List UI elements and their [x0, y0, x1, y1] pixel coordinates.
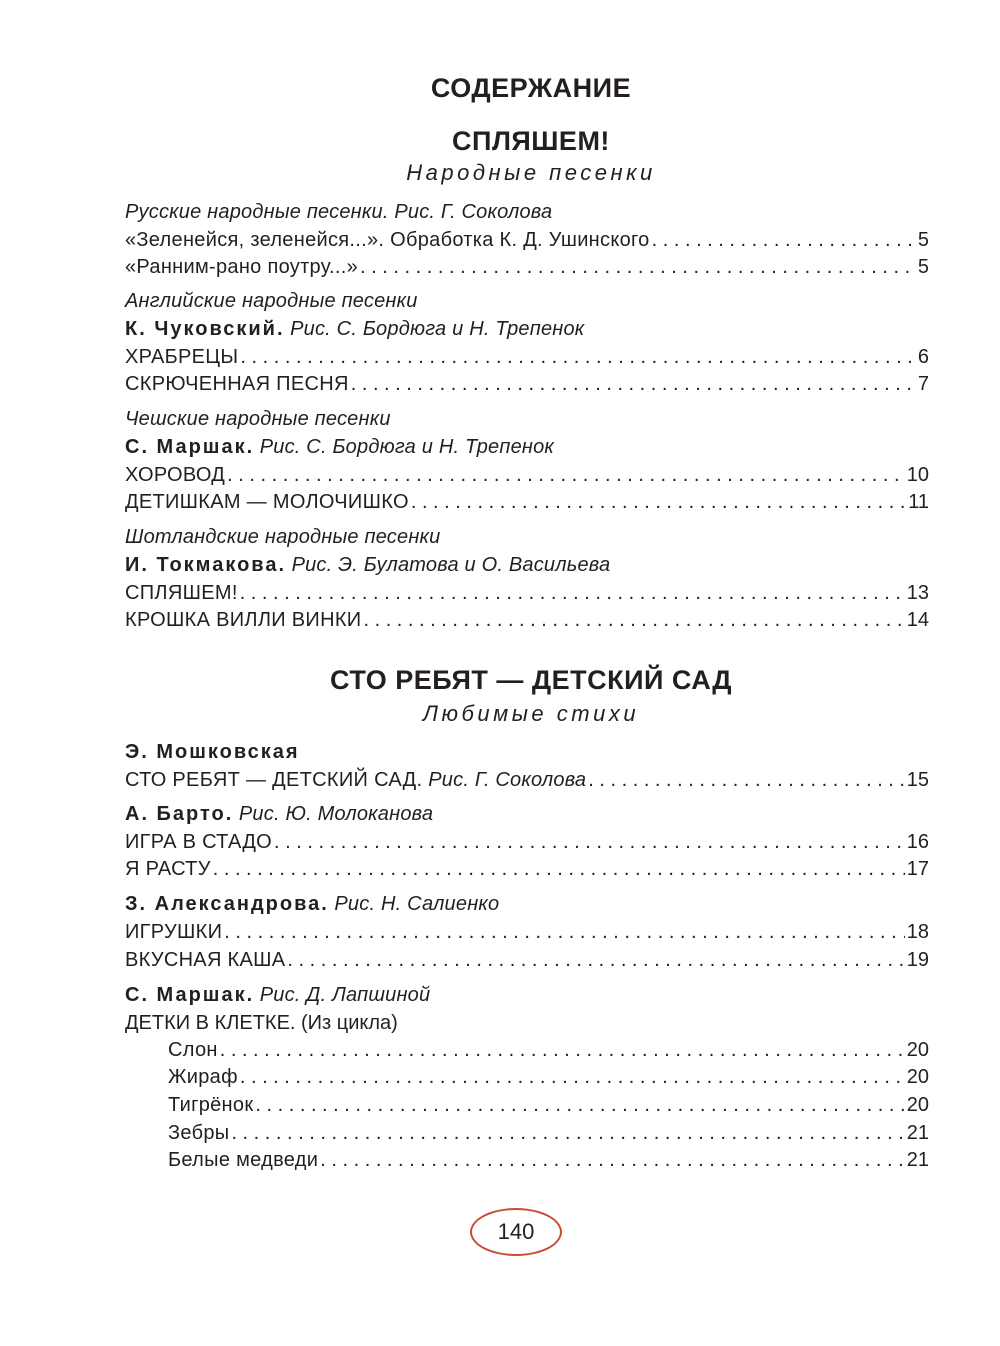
author-line — [125, 741, 300, 764]
toc-entry[interactable] — [168, 1039, 929, 1062]
toc-entry[interactable] — [125, 256, 929, 279]
entry-title: КРОШКА ВИЛЛИ ВИНКИ — [125, 609, 362, 631]
cycle-title: ДЕТКИ В КЛЕТКЕ. (Из цикла) — [125, 1012, 398, 1034]
entry-page: 7 — [917, 373, 929, 395]
entry-page: 19 — [906, 949, 929, 971]
toc-entry[interactable] — [125, 346, 929, 369]
toc-entry[interactable] — [125, 921, 929, 944]
entry-title: ВКУСНАЯ КАША — [125, 949, 286, 971]
entry-title: ХОРОВОД — [125, 464, 226, 486]
entry-title: СПЛЯШЕМ! — [125, 582, 238, 604]
author-name: З. Александрова. — [125, 893, 329, 915]
section-subtitle: Любимые стихи — [422, 701, 640, 726]
toc-entry[interactable] — [125, 229, 929, 252]
dot-leader — [411, 491, 906, 514]
entry-page: 17 — [906, 858, 929, 880]
dot-leader — [227, 464, 905, 487]
toc-entry[interactable] — [168, 1149, 929, 1172]
entry-title: Жираф — [168, 1066, 238, 1088]
toc-entry[interactable] — [125, 582, 929, 605]
author-line — [125, 984, 430, 1007]
entry-page: 20 — [906, 1066, 929, 1088]
entry-page: 13 — [906, 582, 929, 604]
author-line — [125, 436, 554, 459]
dot-leader — [320, 1149, 905, 1172]
dot-leader — [231, 1122, 904, 1145]
author-name: И. Токмакова. — [125, 554, 286, 576]
illustrator: Рис. С. Бордюга и Н. Трепенок — [259, 436, 555, 458]
author-name: С. Маршак. — [125, 436, 255, 458]
entry-title: «Зеленейся, зеленейся...». Обработка К. Д. Ушинского — [125, 229, 650, 251]
entry-title: СКРЮЧЕННАЯ ПЕСНЯ — [125, 373, 349, 395]
entry-page: 14 — [906, 609, 929, 631]
toc-entry[interactable] — [168, 1094, 929, 1117]
illustrator: Рис. Г. Соколова — [428, 769, 587, 791]
entry-title: «Ранним-рано поутру...» — [125, 256, 359, 278]
entry-title: ДЕТИШКАМ — МОЛОЧИШКО — [125, 491, 409, 513]
toc-entry[interactable] — [168, 1066, 929, 1089]
entry-page: 21 — [906, 1122, 929, 1144]
entry-page: 15 — [906, 769, 929, 791]
entry-title: Слон — [168, 1039, 218, 1061]
section-title: СПЛЯШЕМ! — [452, 126, 610, 156]
toc-entry[interactable] — [125, 858, 929, 881]
entry-page: 21 — [906, 1149, 929, 1171]
toc-entry[interactable] — [125, 373, 929, 396]
author-line — [125, 318, 584, 341]
page-title: СОДЕРЖАНИЕ — [430, 73, 632, 103]
entry-title: Зебры — [168, 1122, 230, 1144]
entry-page: 6 — [917, 346, 929, 368]
entry-page: 5 — [917, 256, 929, 278]
dot-leader — [274, 831, 905, 854]
entry-title-text: СТО РЕБЯТ — ДЕТСКИЙ САД. — [125, 769, 423, 791]
entry-page: 18 — [906, 921, 929, 943]
toc-entry[interactable] — [125, 769, 929, 792]
page-number: 140 — [470, 1208, 562, 1256]
group-heading: Шотландские народные песенки — [125, 526, 441, 548]
section-subtitle: Народные песенки — [406, 160, 656, 185]
dot-leader — [213, 858, 905, 881]
entry-page: 10 — [906, 464, 929, 486]
illustrator: Рис. Э. Булатова и О. Васильева — [291, 554, 611, 576]
illustrator: Рис. С. Бордюга и Н. Трепенок — [290, 318, 585, 340]
group-heading: Чешские народные песенки — [125, 408, 391, 430]
entry-page: 20 — [906, 1039, 929, 1061]
dot-leader — [652, 229, 916, 252]
entry-title: ИГРА В СТАДО — [125, 831, 273, 853]
dot-leader — [360, 256, 916, 279]
author-line — [125, 554, 610, 577]
entry-page: 5 — [917, 229, 929, 251]
entry-title — [125, 769, 586, 792]
toc-entry[interactable] — [168, 1122, 929, 1145]
author-name: Э. Мошковская — [125, 741, 300, 763]
dot-leader — [363, 609, 904, 632]
dot-leader — [287, 949, 904, 972]
illustrator: Рис. Н. Салиенко — [334, 893, 500, 915]
entry-page: 11 — [908, 491, 929, 513]
author-name: К. Чуковский. — [125, 318, 285, 340]
entry-title: Тигрёнок — [168, 1094, 254, 1116]
toc-entry[interactable] — [125, 609, 929, 632]
group-heading: Русские народные песенки. Рис. Г. Соколова — [125, 201, 553, 223]
dot-leader — [351, 373, 916, 396]
illustrator: Рис. Д. Лапшиной — [259, 984, 431, 1006]
dot-leader — [255, 1094, 904, 1117]
section-title: СТО РЕБЯТ — ДЕТСКИЙ САД — [330, 665, 732, 695]
dot-leader — [588, 769, 905, 792]
dot-leader — [240, 346, 915, 369]
author-name: А. Барто. — [125, 803, 234, 825]
author-line — [125, 893, 499, 916]
toc-entry[interactable] — [125, 949, 929, 972]
entry-page: 20 — [906, 1094, 929, 1116]
toc-entry[interactable] — [125, 491, 929, 514]
author-line — [125, 803, 433, 826]
entry-title: ХРАБРЕЦЫ — [125, 346, 239, 368]
author-name: С. Маршак. — [125, 984, 255, 1006]
toc-entry[interactable] — [125, 831, 929, 854]
group-heading: Английские народные песенки — [125, 290, 418, 312]
dot-leader — [240, 1066, 905, 1089]
entry-page: 16 — [906, 831, 929, 853]
dot-leader — [224, 921, 904, 944]
entry-title: ИГРУШКИ — [125, 921, 223, 943]
entry-title: Белые медведи — [168, 1149, 319, 1171]
toc-entry[interactable] — [125, 464, 929, 487]
entry-title: Я РАСТУ — [125, 858, 211, 880]
dot-leader — [240, 582, 905, 605]
dot-leader — [220, 1039, 905, 1062]
illustrator: Рис. Ю. Молоканова — [238, 803, 434, 825]
